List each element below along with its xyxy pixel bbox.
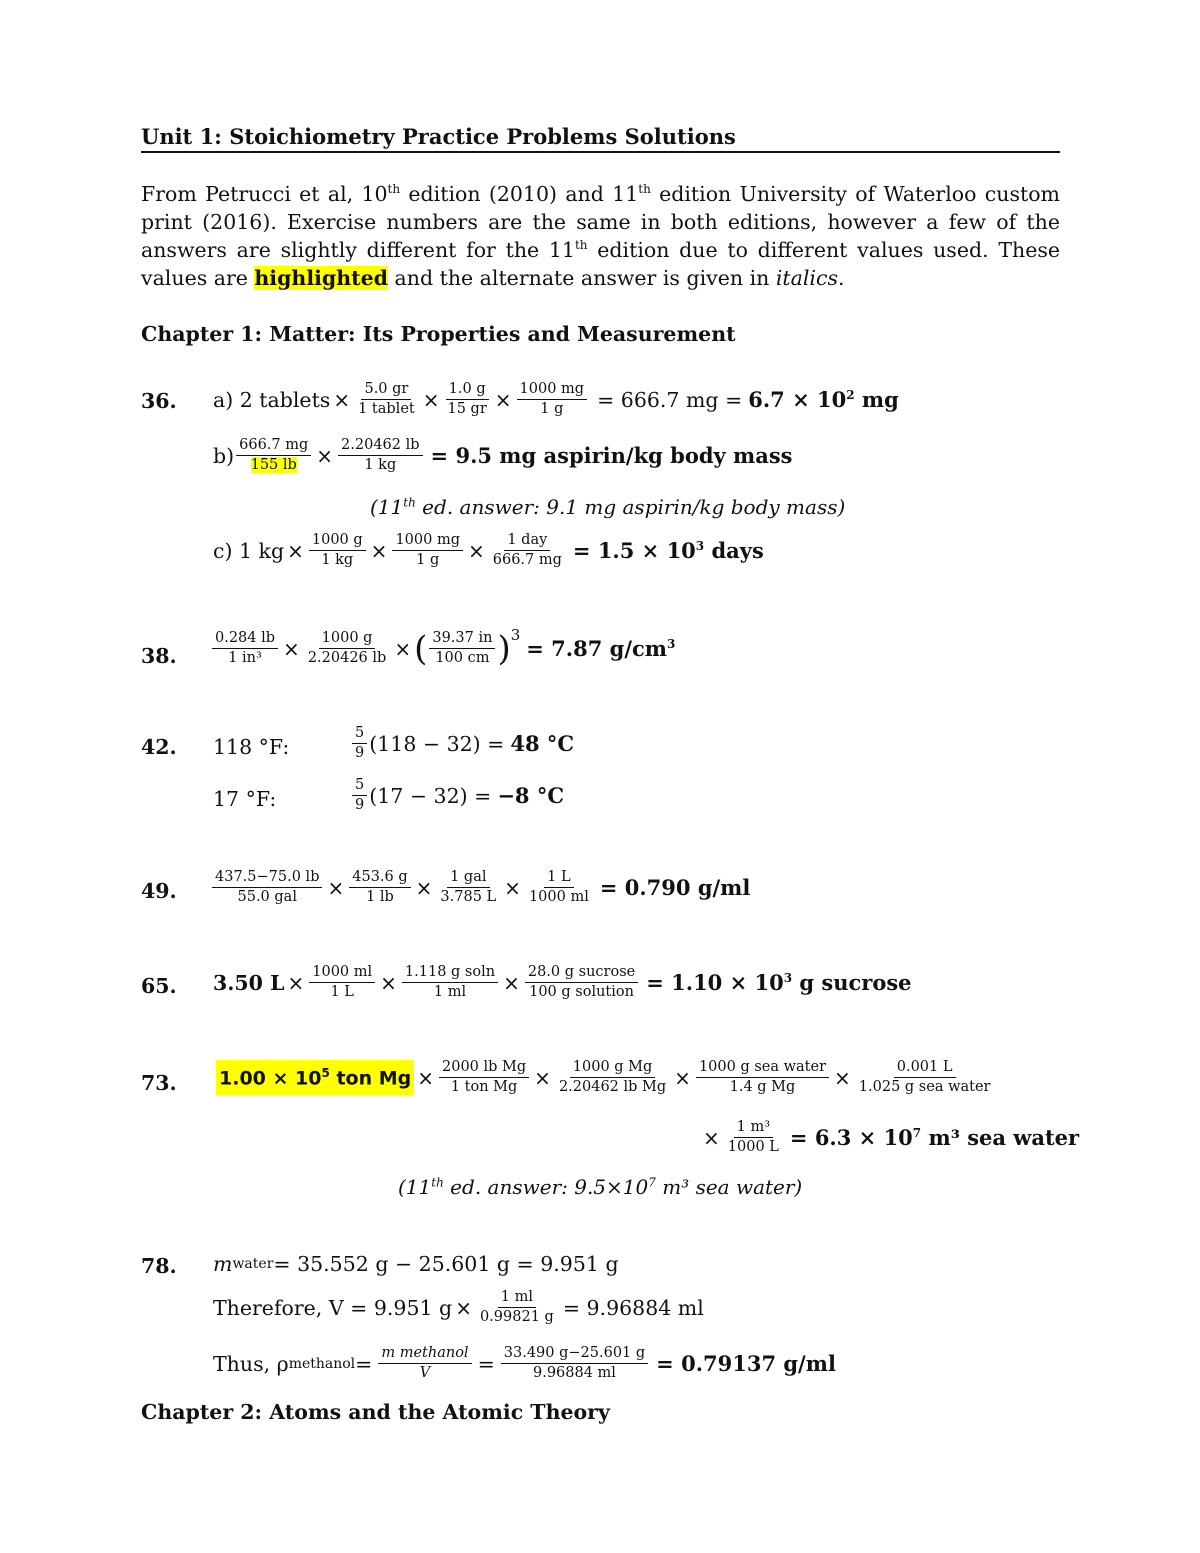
- p36-b-alt-answer: (11th ed. answer: 9.1 mg aspirin/kg body mass): [370, 495, 846, 519]
- p42-result-1: 48 °C: [510, 731, 575, 756]
- fraction: $\frac{453.6 g}{1 lb}$: [349, 869, 410, 906]
- exponent: 3: [510, 625, 521, 644]
- fraction: $\frac{1.0 g}{15 gr}$: [447, 381, 487, 417]
- fraction: $\frac{\text{1 day}}{666.7 mg}$: [492, 532, 562, 568]
- fraction: $\frac{437.5-75.0 lb}{\text{55.0 gal}}$: [212, 869, 322, 906]
- p73-result: = $6.3 \times 10^7$ m³ sea water: [789, 1125, 1080, 1150]
- intro-sup-1: th: [387, 182, 401, 197]
- p49-result: = 0.790 g/ml: [599, 875, 751, 900]
- p36-a-equation: a) 2 tablets × $\frac{5.0 gr}{\text{1 tablet}}$ × $\frac{1.0 g}{15 gr}$ × $\frac{1000 mg}{1 g}$ = 666.7 mg = $6.7 \times 10^2$ mg: [213, 381, 899, 417]
- intro-text-4: edition due to different values used. These values are: [141, 238, 1060, 290]
- fraction: $\frac{\text{1 gal}}{3.785 L}$: [440, 869, 497, 905]
- p42-equation-1: $\frac{5}{9}$ (118 − 32) = 48 °C: [350, 725, 574, 762]
- p42-result-2: −8 °C: [497, 783, 565, 808]
- fraction: $\frac{5.0 gr}{\text{1 tablet}}$: [358, 381, 415, 417]
- p42-label-1: 118 °F:: [213, 735, 290, 759]
- p36-b-label: b): [213, 443, 235, 468]
- p42-equation-2: $\frac{5}{9}$ (17 − 32) = −8 °C: [350, 777, 564, 814]
- p65-label: 3.50 L: [213, 970, 285, 995]
- fraction: $\frac{666.7 mg}{155 lb}$: [236, 437, 311, 474]
- fraction: $\frac{\text{28.0 g sucrose}}{\text{100 g solution}}$: [525, 964, 638, 1001]
- fraction: $\frac{33.490 g-25.601 g}{9.96884 ml}$: [501, 1345, 648, 1382]
- intro-paragraph: [141, 180, 1060, 292]
- p38-equation: $\frac{0.284 lb}{\text{1 in³}}$ × $\frac{1000 g}{2.20426 lb}$ × ( $\frac{39.37 in}{100 cm}$ ) 3 = 7.87 $g/cm^3$: [210, 630, 675, 667]
- problem-number-73: 73.: [141, 1071, 177, 1095]
- title-rule: [141, 151, 1060, 153]
- intro-text-6: .: [838, 266, 845, 290]
- p36-b-result: = 9.5 mg aspirin/kg body mass: [430, 443, 793, 468]
- p36-c-result: = $1.5 \times 10^3$ days: [572, 538, 764, 563]
- intro-text-5: and the alternate answer is given in: [388, 266, 776, 290]
- fraction: $\frac{0.284 lb}{\text{1 in³}}$: [212, 630, 278, 667]
- problem-number-38: 38.: [141, 644, 177, 668]
- fraction: $\frac{1 ml}{0.99821 g}$: [479, 1289, 554, 1325]
- fraction: $\frac{1000 g}{2.20426 lb}$: [307, 630, 387, 666]
- fraction: $\frac{\text{1.118 g soln}}{1 ml}$: [402, 964, 498, 1001]
- chapter-1-heading: Chapter 1: Matter: Its Properties and Measurement: [141, 322, 736, 346]
- fraction: $\frac{1000 g}{1 kg}$: [309, 532, 366, 569]
- p36-c-equation: c) 1 kg × $\frac{1000 g}{1 kg}$ × $\frac{1000 mg}{1 g}$ × $\frac{\text{1 day}}{666.7 mg}$ = $1.5 \times 10^3$ days: [213, 532, 764, 568]
- p49-equation: $\frac{437.5-75.0 lb}{\text{55.0 gal}}$ × $\frac{453.6 g}{1 lb}$ × $\frac{\text{1 gal}}{3.785 L}$ × $\frac{1 L}{1000 ml}$ = 0.790 g/ml: [210, 869, 750, 906]
- fraction: $\frac{1000 mg}{1 g}$: [517, 381, 588, 418]
- p78-line-3: Thus, ρ methanol = $\frac{\text{m methanol}}{V}$ = $\frac{33.490 g-25.601 g}{9.96884 ml}$ = 0.79137 g/ml: [213, 1345, 836, 1381]
- problem-number-42: 42.: [141, 735, 177, 759]
- p36-a-mid: = 666.7 mg =: [597, 387, 743, 412]
- problem-number-78: 78.: [141, 1254, 177, 1278]
- fraction: $\frac{5}{9}$: [352, 777, 367, 814]
- fraction: $\frac{\text{2000 lb Mg}}{\text{1 ton Mg}}$: [439, 1059, 529, 1096]
- fraction: $\frac{1 L}{1000 ml}$: [528, 869, 589, 905]
- problem-number-49: 49.: [141, 879, 177, 903]
- fraction: $\frac{1000 mg}{1 g}$: [392, 532, 463, 569]
- p65-equation: 3.50 L × $\frac{1000 ml}{1 L}$ × $\frac{\text{1.118 g soln}}{1 ml}$ × $\frac{\text{28.0 g sucrose}}{\text{100 g solution}}$ = $1.10 \times 10^3$ g sucrose: [213, 964, 912, 1000]
- p78-result: = 0.79137 g/ml: [656, 1351, 836, 1376]
- p65-result: = $1.10 \times 10^3$ g sucrose: [646, 970, 912, 995]
- intro-text-3: edition University of Waterloo custom print (2016). Exercise numbers are the same in both editions, however a few of the answers are slightly different for the 11: [141, 182, 1060, 262]
- fraction: $\frac{\text{1000 g Mg}}{\text{2.20462 lb Mg}}$: [558, 1059, 667, 1095]
- problem-number-36: 36.: [141, 389, 177, 413]
- italics-word: italics: [775, 266, 838, 290]
- intro-text-1: From Petrucci et al, 10: [141, 182, 388, 206]
- p73-equation: $1.00 \times 10^5$ ton Mg × $\frac{\text{2000 lb Mg}}{\text{1 ton Mg}}$ × $\frac{\text{1000 g Mg}}{\text{2.20462 lb Mg}}$ × $\frac{\text{1000 g sea water}}{\text{1.4 g Mg}}$ × $\frac{0.001 L}{\text{1.025 g sea water}}$: [216, 1059, 995, 1096]
- p36-b-equation: b) $\frac{666.7 mg}{155 lb}$ × $\frac{2.20462 lb}{1 kg}$ = 9.5 mg aspirin/kg body mass: [213, 437, 793, 473]
- p73-highlighted-start: $1.00 \times 10^5$ ton Mg: [216, 1060, 414, 1095]
- fraction: $\frac{39.37 in}{100 cm}$: [429, 630, 495, 667]
- page-title: Unit 1: Stoichiometry Practice Problems Solutions: [141, 124, 736, 149]
- chapter-2-heading: Chapter 2: Atoms and the Atomic Theory: [141, 1400, 610, 1424]
- p36-c-label: c) 1 kg: [213, 538, 285, 563]
- p78-line-2: Therefore, V = 9.951 g × $\frac{1 ml}{0.99821 g}$ = 9.96884 ml: [213, 1289, 704, 1325]
- fraction: $\frac{1000 ml}{1 L}$: [309, 964, 375, 1001]
- fraction: $\frac{\text{1000 g sea water}}{\text{1.4 g Mg}}$: [696, 1059, 829, 1096]
- fraction: $\frac{2.20462 lb}{1 kg}$: [338, 437, 423, 474]
- p36-a-result: $6.7 \times 10^2$ mg: [748, 387, 899, 412]
- p73-equation-cont: × $\frac{\text{1 m³}}{1000 L}$ = $6.3 \times 10^7$ m³ sea water: [703, 1119, 1080, 1155]
- fraction: $\frac{5}{9}$: [352, 725, 367, 762]
- fraction: $\frac{0.001 L}{\text{1.025 g sea water}}$: [858, 1059, 991, 1095]
- fraction: $\frac{\text{m methanol}}{V}$: [378, 1345, 471, 1382]
- highlighted-value: 155 lb: [250, 457, 297, 473]
- intro-sup-2: th: [638, 182, 651, 197]
- p38-result: = 7.87 $g/cm^3$: [526, 636, 676, 661]
- intro-sup-3: th: [574, 238, 588, 253]
- fraction: $\frac{\text{1 m³}}{1000 L}$: [727, 1119, 779, 1155]
- p36-a-label: a) 2 tablets: [213, 387, 331, 412]
- problem-number-65: 65.: [141, 974, 177, 998]
- p42-label-2: 17 °F:: [213, 787, 277, 811]
- p73-alt-answer: (11th ed. answer: $9.5\times 10^7$ m³ sea water): [398, 1175, 803, 1199]
- p78-line-1: m water = 35.552 g − 25.601 g = 9.951 g: [213, 1252, 619, 1276]
- highlighted-word: highlighted: [254, 266, 388, 290]
- intro-text-2: edition (2010) and 11: [400, 182, 639, 206]
